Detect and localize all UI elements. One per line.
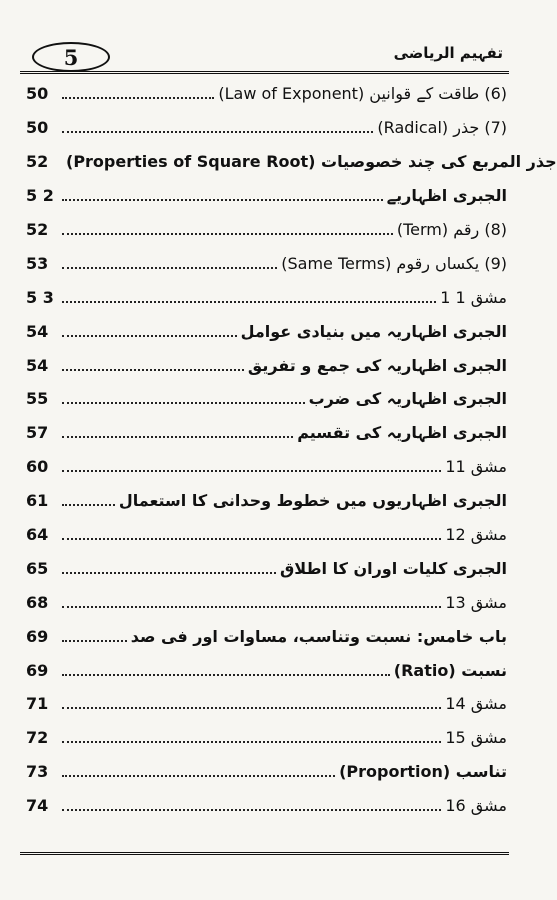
toc-entry-title: مشق 12 bbox=[445, 525, 507, 545]
toc-entry bbox=[26, 518, 507, 552]
toc-entry-title: (8) رقم (Term) bbox=[396, 220, 507, 239]
toc-entry bbox=[26, 585, 507, 619]
toc-entry bbox=[26, 721, 507, 755]
toc-page-number: 5 2 bbox=[26, 186, 54, 206]
toc-entry bbox=[26, 789, 507, 823]
dot-leader bbox=[62, 538, 441, 540]
dot-leader bbox=[62, 606, 441, 608]
dot-leader bbox=[62, 402, 305, 404]
toc-page-number: 50 bbox=[26, 84, 49, 104]
dot-leader bbox=[62, 674, 390, 676]
toc-entry-title: الجبری اظہاریوں میں خطوط وحدانی کا استعمال bbox=[118, 491, 507, 511]
toc-page-number: 60 bbox=[26, 457, 49, 477]
page-header bbox=[18, 30, 509, 70]
toc-entry-title: مشق 14 bbox=[445, 694, 507, 714]
toc-entry bbox=[26, 382, 507, 416]
toc-page-number: 74 bbox=[26, 796, 49, 816]
toc-page-number: 50 bbox=[26, 118, 49, 138]
toc-entry-title: (7) جذر (Radical) bbox=[377, 118, 507, 138]
toc-entry bbox=[26, 450, 507, 484]
dot-leader bbox=[62, 640, 127, 642]
toc-page-number: 73 bbox=[26, 762, 49, 782]
toc-page-number: 72 bbox=[26, 728, 49, 748]
toc-page-number: 53 bbox=[26, 253, 49, 273]
toc-entry bbox=[26, 145, 557, 179]
toc-entry-title: الجبری اظہاریے bbox=[386, 186, 507, 206]
toc-entry-title: الجبری اظہاریہ کی جمع و تفریق bbox=[247, 355, 507, 375]
toc-entry bbox=[26, 484, 507, 518]
dot-leader bbox=[62, 809, 441, 811]
dot-leader bbox=[62, 369, 244, 371]
toc-page-number: 55 bbox=[26, 389, 49, 409]
toc-entry bbox=[26, 687, 507, 721]
footer-divider bbox=[20, 852, 509, 856]
toc-entry-title: الجبری کلیات اوران کا اطلاق bbox=[279, 558, 507, 578]
dot-leader bbox=[62, 504, 115, 506]
toc-entry-title: (6) طاقت کے قوانین (Law of Exponent) bbox=[218, 84, 507, 104]
dot-leader bbox=[62, 436, 293, 438]
dot-leader bbox=[62, 775, 335, 777]
toc-page-number: 64 bbox=[26, 525, 49, 545]
dot-leader bbox=[62, 131, 373, 133]
toc-entry bbox=[26, 111, 507, 145]
toc-page-number: 54 bbox=[26, 355, 49, 375]
dot-leader bbox=[62, 267, 277, 269]
toc-page-number: 52 bbox=[26, 220, 49, 239]
toc-entry-title: جذر المربع کی چند خصوصیات (Properties of Square Root) bbox=[66, 152, 557, 172]
toc-entry bbox=[26, 416, 507, 450]
toc-entry bbox=[26, 755, 507, 789]
toc-entry-title: مشق 11 bbox=[445, 457, 507, 477]
toc-entry-title: الجبری اظہاریہ کی ضرب bbox=[308, 389, 507, 409]
dot-leader bbox=[62, 741, 441, 743]
toc-entry bbox=[26, 348, 507, 382]
toc-entry-title: مشق 1 1 bbox=[440, 287, 507, 307]
toc-entry-title: الجبری اظہاریہ میں بنیادی عوامل bbox=[240, 321, 507, 341]
toc-entry-title: الجبری اظہاریہ کی تقسیم bbox=[297, 423, 507, 443]
toc-entry bbox=[26, 213, 507, 247]
toc-page-number: 5 3 bbox=[26, 287, 54, 307]
dot-leader bbox=[62, 470, 441, 472]
dot-leader bbox=[62, 301, 436, 303]
toc-page-number: 65 bbox=[26, 558, 49, 578]
toc-page-number: 71 bbox=[26, 694, 49, 714]
toc-entry bbox=[26, 246, 507, 280]
toc-entry bbox=[26, 179, 507, 213]
book-title: تفہیم الریاضی bbox=[393, 44, 503, 62]
page-number: 5 bbox=[32, 42, 110, 72]
toc-entry bbox=[26, 77, 507, 111]
toc-page-number: 52 bbox=[26, 152, 49, 172]
toc-entry-title: (9) یکساں رقوم (Same Terms) bbox=[281, 253, 507, 273]
toc-entry-title: مشق 16 bbox=[445, 796, 507, 816]
toc-entry bbox=[26, 551, 507, 585]
toc-page-number: 57 bbox=[26, 423, 49, 443]
dot-leader bbox=[62, 572, 276, 574]
toc-entry-title: باب خامس: نسبت وتناسب، مساوات اور فی صد bbox=[130, 626, 507, 646]
toc-entry-title: نسبت (Ratio) bbox=[393, 660, 507, 680]
toc-page-number: 54 bbox=[26, 321, 49, 341]
table-of-contents bbox=[26, 77, 557, 823]
dot-leader bbox=[62, 97, 214, 99]
toc-entry bbox=[26, 619, 507, 653]
dot-leader bbox=[62, 199, 383, 201]
toc-page-number: 69 bbox=[26, 660, 49, 680]
toc-page-number: 68 bbox=[26, 592, 49, 612]
header-divider bbox=[20, 71, 509, 75]
toc-page-number: 61 bbox=[26, 491, 49, 511]
toc-entry-title: مشق 15 bbox=[445, 728, 507, 748]
toc-page-number: 69 bbox=[26, 626, 49, 646]
toc-entry-title: تناسب (Proportion) bbox=[339, 762, 507, 782]
dot-leader bbox=[62, 707, 441, 709]
toc-entry-title: مشق 13 bbox=[445, 592, 507, 612]
toc-entry bbox=[26, 314, 507, 348]
dot-leader bbox=[62, 233, 393, 235]
toc-entry bbox=[26, 280, 507, 314]
toc-entry bbox=[26, 653, 507, 687]
dot-leader bbox=[62, 335, 237, 337]
